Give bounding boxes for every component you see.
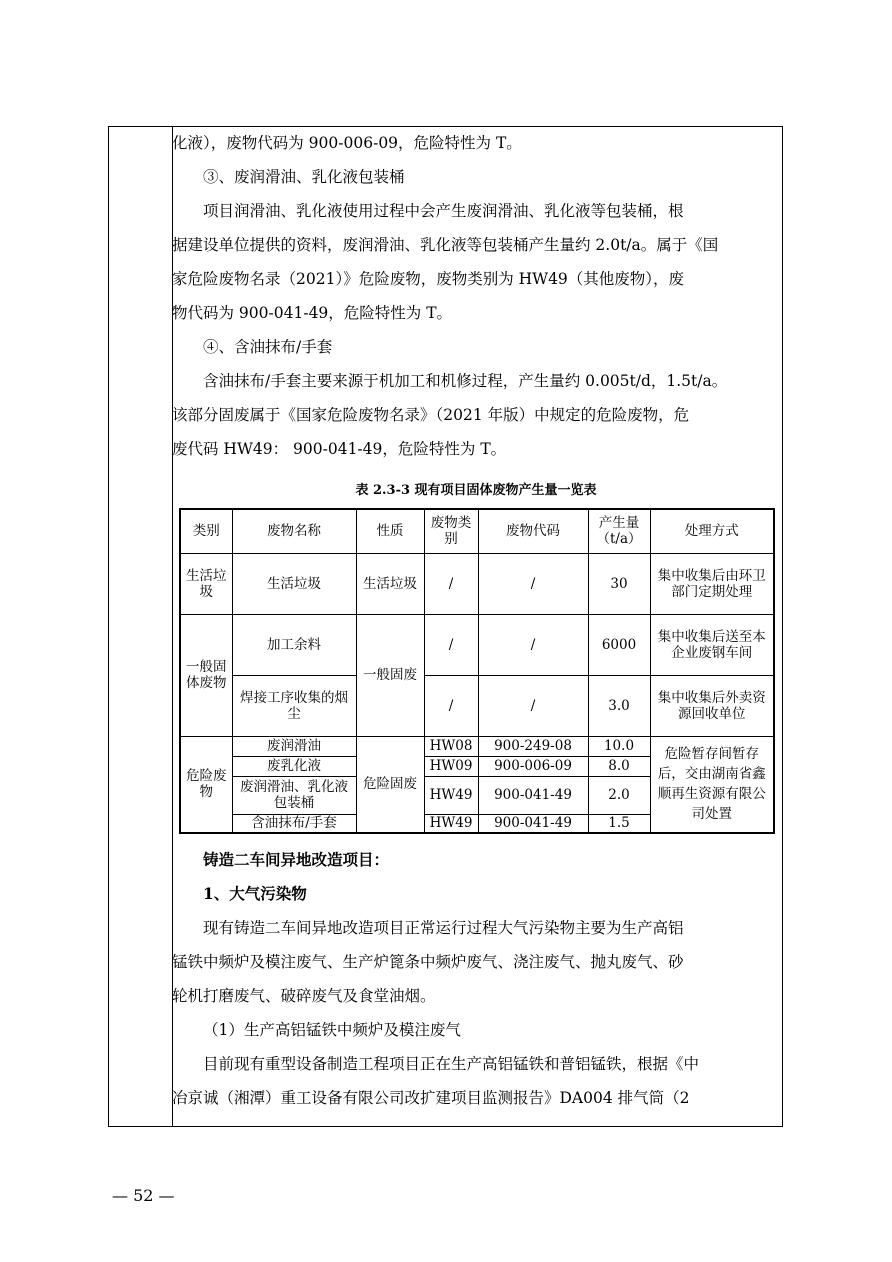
paragraph-line: 废代码 HW49： 900-041-49，危险特性为 T。	[172, 440, 507, 458]
table-cell: 6000	[588, 614, 650, 675]
paragraph-line: 含油抹布/手套主要来源于机加工和机修过程，产生量约 0.005t/d，1.5t/a。	[203, 372, 728, 390]
paragraph-line: 冶京诚（湘潭）重工设备有限公司改扩建项目监测报告》DA004 排气筒（2	[172, 1089, 690, 1107]
page-number: — 52 —	[112, 1186, 175, 1205]
table-cell: 生活垃圾	[180, 553, 232, 614]
table-cell: 生活垃圾	[356, 553, 424, 614]
table-cell: 3.0	[588, 675, 650, 736]
paragraph-line: ④、含油抹布/手套	[203, 338, 333, 356]
table-row	[180, 614, 774, 675]
table-cell: 10.0	[588, 736, 650, 756]
table-cell: 危险废物	[180, 736, 232, 833]
table-cell: 危险固废	[356, 736, 424, 833]
paragraph-line: 家危险废物名录（2021）》危险废物，废物类别为 HW49（其他废物），废	[172, 270, 685, 288]
table-cell: 900-006-09	[478, 756, 588, 776]
table-cell: 2.0	[588, 776, 650, 814]
table-cell: /	[478, 675, 588, 736]
header-cell: 废物名称	[232, 509, 356, 553]
table-cell: 废润滑油	[232, 736, 356, 756]
solid-waste-table	[179, 508, 775, 834]
paragraph-line: 物代码为 900-041-49，危险特性为 T。	[172, 304, 453, 322]
table-cell: 废润滑油、乳化液包装桶	[232, 776, 356, 814]
header-cell: 废物类别	[424, 509, 478, 553]
table-cell: 集中收集后由环卫部门定期处理	[650, 553, 774, 614]
table-cell: 含油抹布/手套	[232, 814, 356, 833]
paragraph-line: 锰铁中频炉及模注废气、生产炉篦条中频炉废气、浇注废气、抛丸废气、砂	[172, 953, 684, 971]
paragraph-line: 该部分固废属于《国家危险废物名录》（2021 年版）中规定的危险废物，危	[172, 406, 690, 424]
table-row	[180, 553, 774, 614]
table-caption: 表 2.3-3 现有项目固体废物产生量一览表	[355, 483, 597, 498]
table-cell: 30	[588, 553, 650, 614]
paragraph-line: 铸造二车间异地改造项目：	[203, 850, 390, 869]
paragraph-line: （1）生产高铝锰铁中频炉及模注废气	[203, 1021, 461, 1039]
table-cell: 集中收集后外卖资源回收单位	[650, 675, 774, 736]
table-header-row	[180, 509, 774, 553]
header-cell: 性质	[356, 509, 424, 553]
table-cell: /	[424, 675, 478, 736]
table-cell: HW49	[424, 776, 478, 814]
table-cell: 900-041-49	[478, 814, 588, 833]
header-cell: 废物代码	[478, 509, 588, 553]
table-cell: 8.0	[588, 756, 650, 776]
table-cell: 一般固体废物	[180, 614, 232, 736]
table-cell: 危险暂存间暂存后，交由湖南省鑫顺再生资源有限公司处置	[650, 736, 774, 833]
table-cell: 1.5	[588, 814, 650, 833]
table-cell: 900-249-08	[478, 736, 588, 756]
paragraph-line: 据建设单位提供的资料，废润滑油、乳化液等包装桶产生量约 2.0t/a。属于《国	[172, 236, 719, 254]
paragraph-line: ③、废润滑油、乳化液包装桶	[203, 168, 405, 186]
table-cell: HW09	[424, 756, 478, 776]
table-cell: HW49	[424, 814, 478, 833]
table-cell: 加工余料	[232, 614, 356, 675]
table-cell: 一般固废	[356, 614, 424, 736]
table-row	[180, 736, 774, 756]
table-cell: /	[478, 614, 588, 675]
paragraph-line: 目前现有重型设备制造工程项目正在生产高铝锰铁和普铝锰铁，根据《中	[203, 1055, 700, 1073]
paragraph-line: 现有铸造二车间异地改造项目正常运行过程大气污染物主要为生产高铝	[203, 919, 684, 937]
table-cell: HW08	[424, 736, 478, 756]
header-cell: 产生量（t/a）	[588, 509, 650, 553]
table-cell: 生活垃圾	[232, 553, 356, 614]
paragraph-line: 1、大气污染物	[203, 884, 307, 903]
table-cell: 集中收集后送至本企业废钢车间	[650, 614, 774, 675]
table-cell: /	[424, 614, 478, 675]
table-cell: /	[424, 553, 478, 614]
paragraph-line: 项目润滑油、乳化液使用过程中会产生废润滑油、乳化液等包装桶，根	[203, 202, 684, 220]
table-row	[180, 675, 774, 736]
paragraph-line: 化液），废物代码为 900-006-09，危险特性为 T。	[172, 134, 522, 152]
table-cell: 焊接工序收集的烟尘	[232, 675, 356, 736]
top-text-block	[172, 126, 775, 466]
bottom-text-block	[172, 843, 775, 1115]
header-cell: 类别	[180, 509, 232, 553]
table-cell: 废乳化液	[232, 756, 356, 776]
table-cell: 900-041-49	[478, 776, 588, 814]
table-cell: /	[478, 553, 588, 614]
paragraph-line: 轮机打磨废气、破碎废气及食堂油烟。	[172, 987, 436, 1005]
header-cell: 处理方式	[650, 509, 774, 553]
